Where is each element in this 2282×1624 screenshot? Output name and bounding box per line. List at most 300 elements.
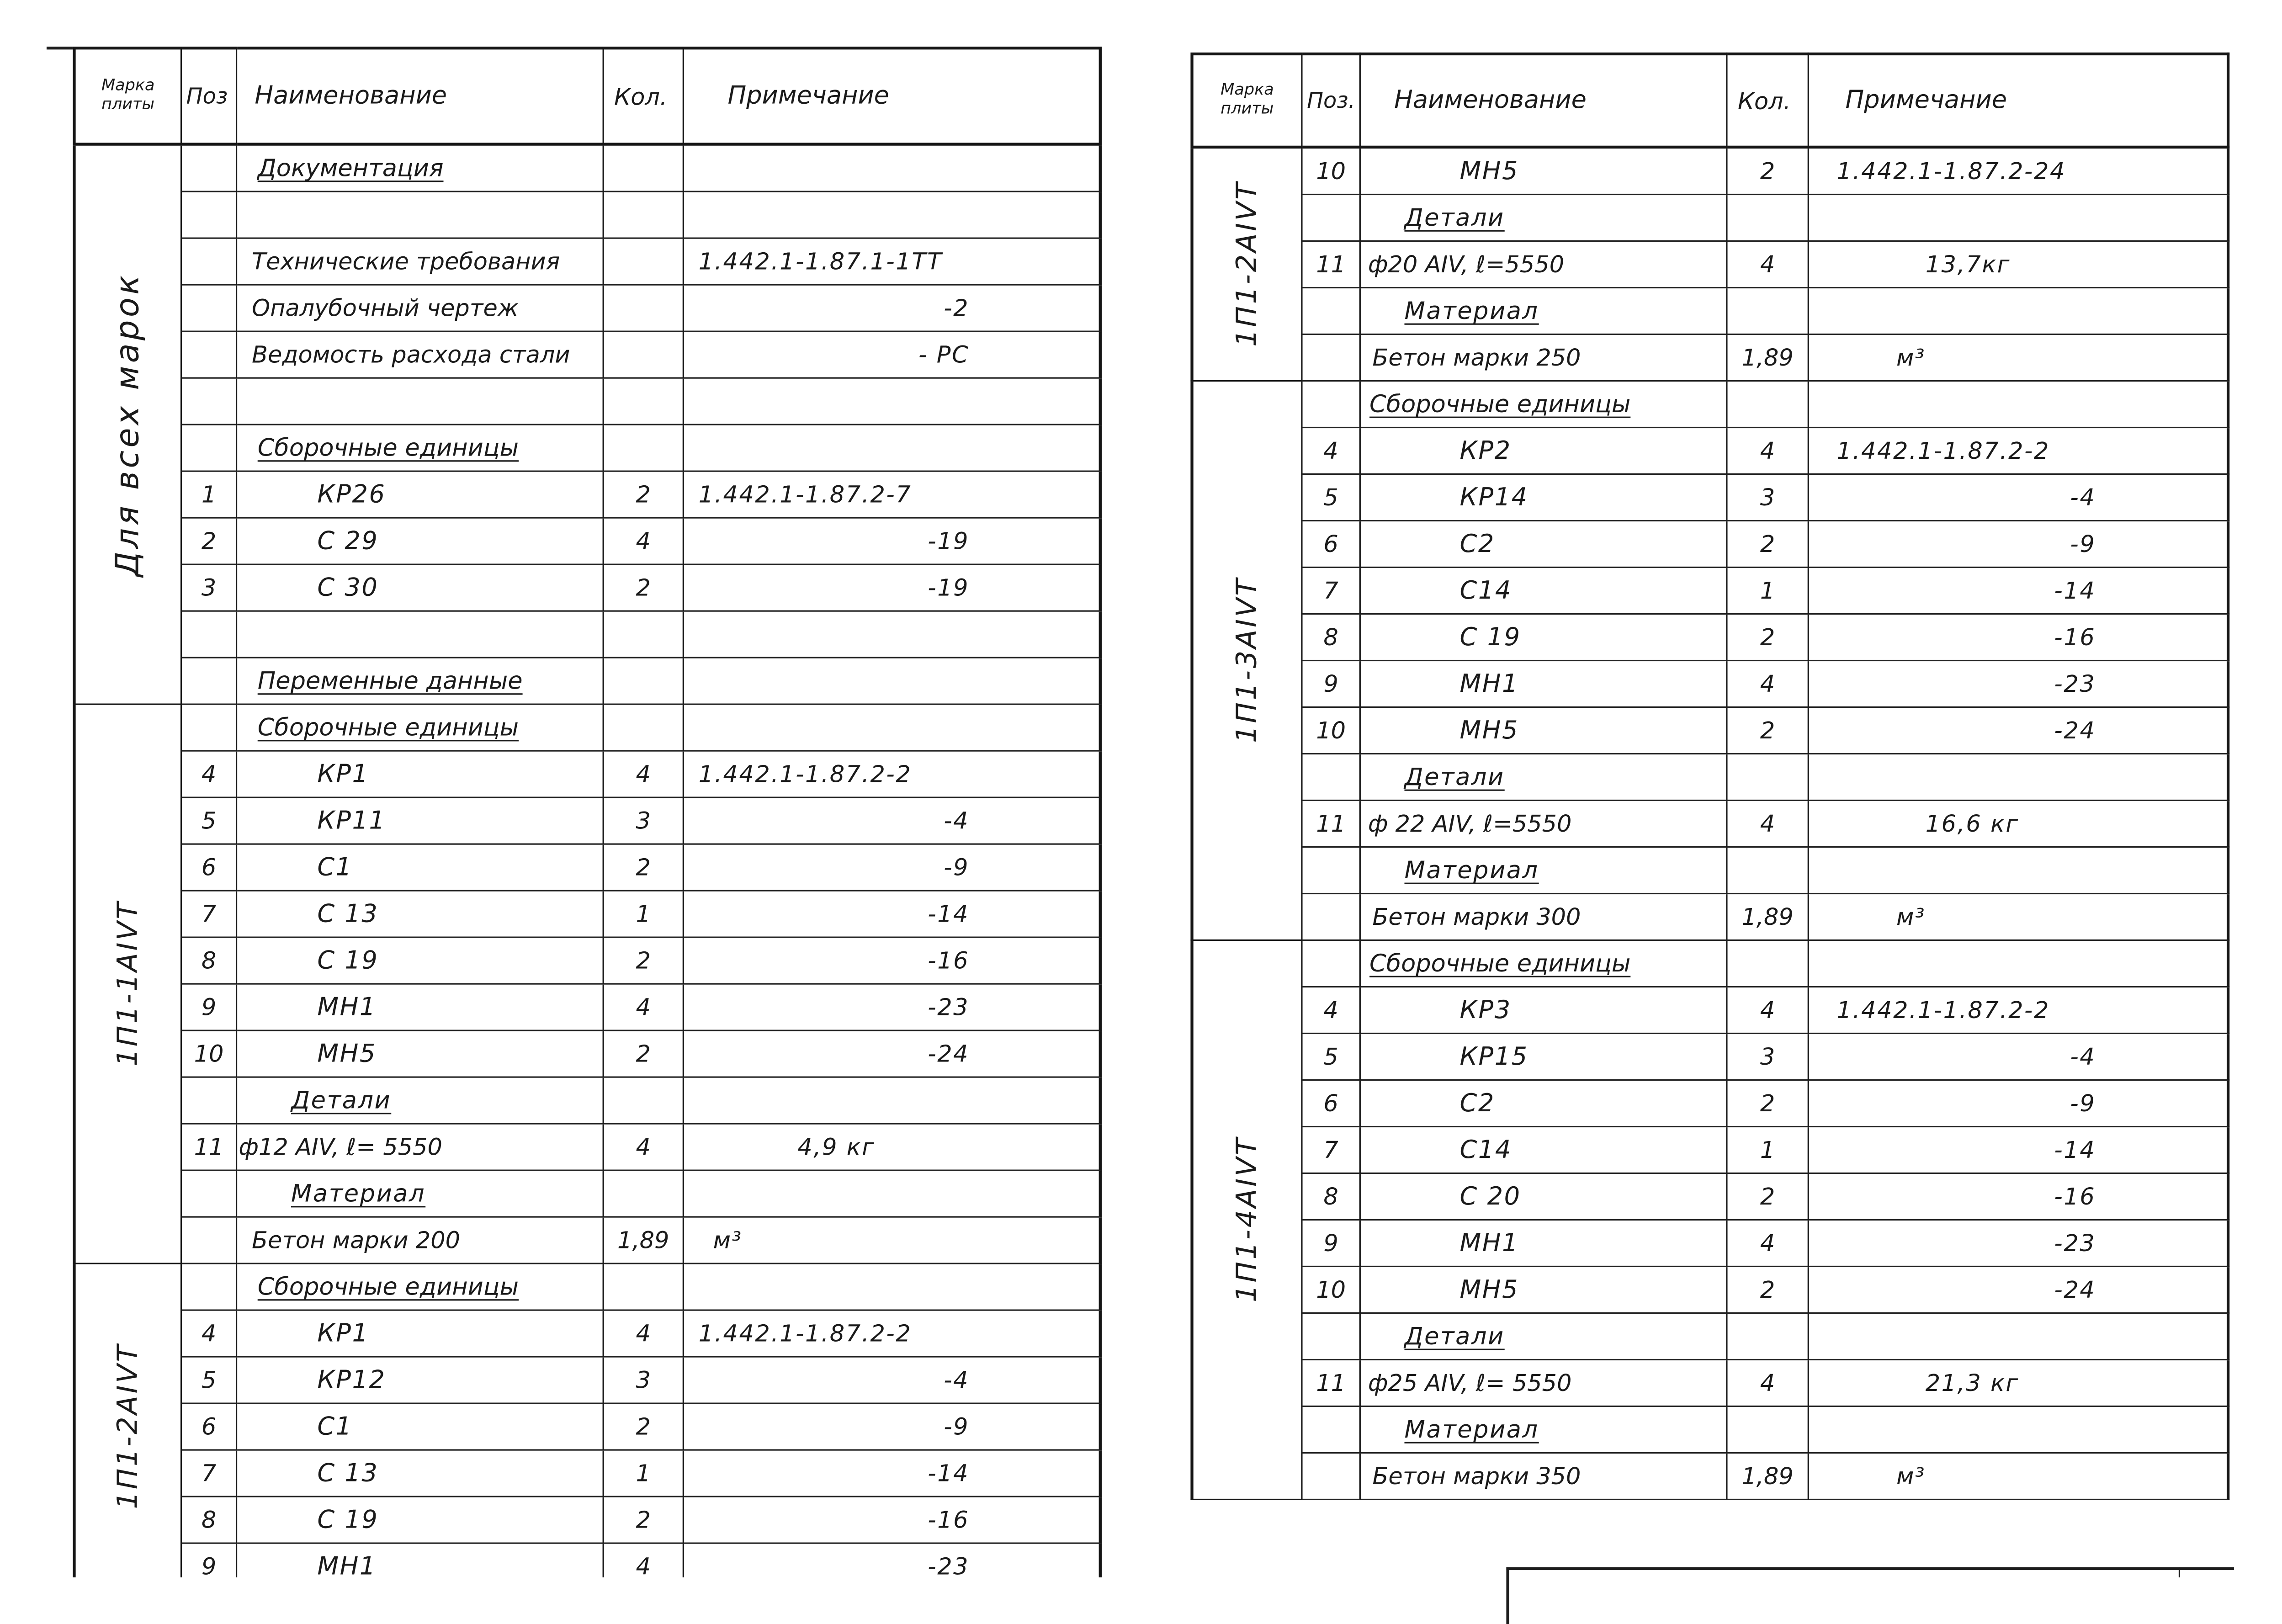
name-cell: КР26 — [237, 472, 604, 519]
pos-cell — [182, 1078, 237, 1125]
pos-cell: 7 — [1303, 1127, 1361, 1174]
note-cell: м³ — [1809, 335, 2229, 382]
name-cell: КР15 — [1361, 1034, 1728, 1081]
header-qty: Кол. — [1728, 53, 1809, 149]
qty-cell: 4 — [604, 1311, 684, 1358]
qty-cell: 1,89 — [1728, 894, 1809, 941]
name-cell: Бетон марки 350 — [1361, 1454, 1728, 1500]
name-cell: КР11 — [237, 798, 604, 845]
table-row — [182, 286, 1102, 332]
qty-cell: 2 — [1728, 521, 1809, 568]
name-cell: КР14 — [1361, 475, 1728, 521]
section-heading: Детали — [237, 1078, 604, 1125]
table-body — [1190, 149, 2229, 1500]
empty-row — [182, 379, 1102, 425]
pos-cell: 4 — [1303, 428, 1361, 475]
section-heading-row — [1303, 848, 2230, 894]
qty-cell: 1,89 — [1728, 1454, 1809, 1500]
header-mark — [73, 47, 182, 146]
name-cell: МН5 — [237, 1031, 604, 1078]
mark-cell — [73, 146, 182, 705]
section-heading-row — [182, 705, 1102, 752]
section-heading: Материал — [237, 1171, 604, 1218]
pos-cell: 7 — [182, 1451, 237, 1497]
table-row — [182, 519, 1102, 565]
qty-cell: 4 — [1728, 987, 1809, 1034]
section-heading-row — [182, 1171, 1102, 1218]
note-cell — [1809, 1407, 2229, 1454]
note-cell: -19 — [684, 519, 1102, 565]
table-row — [1303, 149, 2230, 195]
table-row — [1303, 1454, 2230, 1500]
empty-row — [182, 192, 1102, 239]
table-row — [182, 472, 1102, 519]
pos-cell — [1303, 335, 1361, 382]
pos-cell — [182, 1218, 237, 1264]
note-cell: 16,6 кг — [1809, 801, 2229, 848]
qty-cell — [1728, 941, 1809, 987]
mark-label: Для всех марок — [110, 272, 147, 577]
pos-cell — [182, 612, 237, 658]
specification-table-right — [1190, 53, 2229, 1500]
pos-cell: 5 — [1303, 475, 1361, 521]
qty-cell: 2 — [1728, 615, 1809, 661]
name-cell: С1 — [237, 845, 604, 892]
pos-cell — [182, 332, 237, 379]
name-cell: МН1 — [1361, 661, 1728, 708]
header-note: Примечание — [684, 47, 1102, 146]
section-heading: Сборочные единицы — [1361, 382, 1728, 428]
note-cell: -16 — [1809, 1174, 2229, 1221]
pos-cell: 9 — [1303, 661, 1361, 708]
pos-cell — [1303, 941, 1361, 987]
note-cell — [684, 1078, 1102, 1125]
note-cell: 1.442.1-1.87.2-2 — [684, 1311, 1102, 1358]
header-pos: Поз. — [1303, 53, 1361, 149]
note-cell: 1.442.1-1.87.2-24 — [1809, 149, 2229, 195]
section-heading-row — [1303, 754, 2230, 801]
table-row — [1303, 568, 2230, 615]
name-cell: ф 22 АIV, ℓ=5550 — [1361, 801, 1728, 848]
qty-cell: 1 — [1728, 568, 1809, 615]
section-heading-row — [1303, 941, 2230, 987]
pos-cell — [182, 1264, 237, 1311]
table-row — [182, 845, 1102, 892]
note-cell: 4,9 кг — [684, 1125, 1102, 1171]
qty-cell — [1728, 195, 1809, 242]
mark-cell — [73, 705, 182, 1264]
pos-cell — [182, 379, 237, 425]
qty-cell — [1728, 754, 1809, 801]
section-heading: Документация — [237, 146, 604, 192]
section-heading-row — [182, 1264, 1102, 1311]
note-cell: -24 — [1809, 1267, 2229, 1314]
note-cell: 1.442.1-1.87.2-2 — [1809, 428, 2229, 475]
qty-cell — [604, 705, 684, 752]
table-row — [1303, 987, 2230, 1034]
qty-cell — [604, 379, 684, 425]
name-cell: С1 — [237, 1404, 604, 1451]
table-row — [1303, 615, 2230, 661]
name-cell: С 29 — [237, 519, 604, 565]
note-cell: - РС — [684, 332, 1102, 379]
name-cell: Опалубочный чертеж — [237, 286, 604, 332]
pos-cell — [1303, 1314, 1361, 1360]
pos-cell: 9 — [1303, 1221, 1361, 1267]
title-block-top-line — [1506, 1567, 2234, 1570]
qty-cell: 2 — [1728, 708, 1809, 754]
note-cell — [1809, 1314, 2229, 1360]
note-cell — [1809, 195, 2229, 242]
pos-cell: 10 — [1303, 708, 1361, 754]
pos-cell — [182, 286, 237, 332]
mark-cell — [73, 1264, 182, 1577]
note-cell: 13,7кг — [1809, 242, 2229, 288]
name-cell: КР3 — [1361, 987, 1728, 1034]
qty-cell — [1728, 288, 1809, 335]
name-cell — [237, 612, 604, 658]
qty-cell — [1728, 382, 1809, 428]
pos-cell: 4 — [182, 1311, 237, 1358]
pos-cell: 10 — [1303, 1267, 1361, 1314]
pos-cell: 1 — [182, 472, 237, 519]
table-row — [182, 1544, 1102, 1577]
qty-cell: 2 — [1728, 1081, 1809, 1127]
name-cell — [237, 192, 604, 239]
table-row — [182, 1451, 1102, 1497]
note-cell — [684, 1264, 1102, 1311]
note-cell: -14 — [1809, 568, 2229, 615]
table-row — [1303, 1081, 2230, 1127]
name-cell: С 30 — [237, 565, 604, 612]
note-cell: -4 — [684, 798, 1102, 845]
pos-cell: 7 — [182, 892, 237, 938]
pos-cell: 7 — [1303, 568, 1361, 615]
note-cell: м³ — [1809, 1454, 2229, 1500]
table-row — [182, 1311, 1102, 1358]
qty-cell: 3 — [604, 798, 684, 845]
note-cell: -9 — [684, 1404, 1102, 1451]
name-cell: МН5 — [1361, 708, 1728, 754]
table-row — [1303, 475, 2230, 521]
qty-cell — [604, 658, 684, 705]
pos-cell: 6 — [1303, 1081, 1361, 1127]
table-row — [1303, 242, 2230, 288]
table-row — [182, 1497, 1102, 1544]
note-cell: -4 — [684, 1358, 1102, 1404]
qty-cell: 3 — [604, 1358, 684, 1404]
note-cell — [684, 192, 1102, 239]
qty-cell — [604, 1264, 684, 1311]
section-heading: Материал — [1361, 1407, 1728, 1454]
section-heading-row — [182, 658, 1102, 705]
table-row — [182, 1404, 1102, 1451]
qty-cell — [1728, 848, 1809, 894]
qty-cell: 2 — [604, 1404, 684, 1451]
qty-cell: 1,89 — [604, 1218, 684, 1264]
pos-cell: 3 — [182, 565, 237, 612]
table-row — [1303, 1174, 2230, 1221]
pos-cell: 2 — [182, 519, 237, 565]
section-heading: Материал — [1361, 288, 1728, 335]
pos-cell: 5 — [182, 798, 237, 845]
pos-cell: 8 — [1303, 615, 1361, 661]
pos-cell: 11 — [1303, 801, 1361, 848]
note-cell: -14 — [684, 1451, 1102, 1497]
pos-cell — [182, 239, 237, 286]
pos-cell: 11 — [182, 1125, 237, 1171]
pos-cell — [1303, 848, 1361, 894]
title-block-left-line — [1506, 1567, 1508, 1624]
note-cell: -14 — [684, 892, 1102, 938]
header-name: Наименование — [237, 47, 604, 146]
pos-cell: 6 — [182, 845, 237, 892]
table-row — [182, 985, 1102, 1031]
note-cell: -24 — [1809, 708, 2229, 754]
note-cell: -24 — [684, 1031, 1102, 1078]
note-cell: -23 — [1809, 1221, 2229, 1267]
qty-cell: 2 — [1728, 1267, 1809, 1314]
section-heading-row — [1303, 195, 2230, 242]
header-pos: Поз — [182, 47, 237, 146]
qty-cell: 3 — [1728, 1034, 1809, 1081]
header-note: Примечание — [1809, 53, 2229, 149]
section-heading: Сборочные единицы — [1361, 941, 1728, 987]
table-row — [182, 239, 1102, 286]
mark-label: 1П1-4АIVТ — [1231, 1136, 1263, 1303]
name-cell: КР1 — [237, 752, 604, 798]
name-cell: Бетон марки 300 — [1361, 894, 1728, 941]
note-cell: 1.442.1-1.87.1-1ТТ — [684, 239, 1102, 286]
pos-cell: 4 — [1303, 987, 1361, 1034]
table-row — [182, 798, 1102, 845]
header-qty: Кол. — [604, 47, 684, 146]
table-row — [182, 1031, 1102, 1078]
pos-cell — [182, 192, 237, 239]
qty-cell: 1 — [1728, 1127, 1809, 1174]
note-cell: -4 — [1809, 475, 2229, 521]
table-header — [1190, 53, 2229, 149]
frame-line-top-left — [47, 47, 73, 49]
mark-cell — [1190, 941, 1302, 1500]
name-cell: С 19 — [1361, 615, 1728, 661]
note-cell: -16 — [684, 938, 1102, 985]
note-cell: -9 — [1809, 1081, 2229, 1127]
pos-cell: 8 — [1303, 1174, 1361, 1221]
note-cell: 1.442.1-1.87.2-2 — [684, 752, 1102, 798]
mark-label: 1П1-2АIVТ — [112, 1343, 144, 1510]
pos-cell: 5 — [1303, 1034, 1361, 1081]
pos-cell: 9 — [182, 1544, 237, 1577]
pos-cell — [1303, 894, 1361, 941]
note-cell — [1809, 848, 2229, 894]
name-cell: КР12 — [237, 1358, 604, 1404]
table-row — [182, 332, 1102, 379]
pos-cell: 6 — [1303, 521, 1361, 568]
qty-cell: 2 — [604, 472, 684, 519]
mark-label: 1П1-2АIVТ — [1231, 181, 1263, 348]
table-row — [182, 892, 1102, 938]
qty-cell — [604, 239, 684, 286]
table-row — [1303, 1221, 2230, 1267]
header-mark — [1190, 53, 1302, 149]
note-cell — [684, 425, 1102, 472]
pos-cell: 6 — [182, 1404, 237, 1451]
qty-cell: 2 — [604, 938, 684, 985]
name-cell: МН1 — [1361, 1221, 1728, 1267]
table-row — [182, 1218, 1102, 1264]
title-block-tick — [2179, 1567, 2181, 1577]
note-cell — [684, 146, 1102, 192]
qty-cell: 1,89 — [1728, 335, 1809, 382]
header-name: Наименование — [1361, 53, 1728, 149]
qty-cell — [604, 332, 684, 379]
note-cell: -23 — [1809, 661, 2229, 708]
qty-cell: 2 — [1728, 149, 1809, 195]
section-heading: Детали — [1361, 1314, 1728, 1360]
name-cell: Технические требования — [237, 239, 604, 286]
name-cell: С 19 — [237, 1497, 604, 1544]
note-cell: 1.442.1-1.87.2-7 — [684, 472, 1102, 519]
pos-cell: 8 — [182, 1497, 237, 1544]
note-cell — [684, 1171, 1102, 1218]
qty-cell: 4 — [1728, 661, 1809, 708]
name-cell: Бетон марки 200 — [237, 1218, 604, 1264]
section-heading: Детали — [1361, 195, 1728, 242]
note-cell — [684, 658, 1102, 705]
note-cell — [1809, 754, 2229, 801]
qty-cell — [604, 1171, 684, 1218]
qty-cell: 4 — [604, 1544, 684, 1577]
pos-cell: 4 — [182, 752, 237, 798]
pos-cell — [1303, 195, 1361, 242]
qty-cell: 4 — [1728, 1360, 1809, 1407]
pos-cell — [1303, 1454, 1361, 1500]
table-row — [182, 752, 1102, 798]
name-cell — [237, 379, 604, 425]
qty-cell — [604, 146, 684, 192]
pos-cell: 8 — [182, 938, 237, 985]
table-row — [1303, 894, 2230, 941]
qty-cell: 2 — [604, 565, 684, 612]
note-cell: -19 — [684, 565, 1102, 612]
qty-cell: 4 — [1728, 428, 1809, 475]
pos-cell — [182, 658, 237, 705]
table-row — [1303, 1127, 2230, 1174]
qty-cell — [1728, 1407, 1809, 1454]
note-cell: м³ — [1809, 894, 2229, 941]
name-cell: С 19 — [237, 938, 604, 985]
qty-cell: 4 — [1728, 1221, 1809, 1267]
pos-cell: 11 — [1303, 1360, 1361, 1407]
qty-cell: 4 — [604, 985, 684, 1031]
qty-cell: 4 — [604, 519, 684, 565]
pos-cell — [1303, 382, 1361, 428]
table-row — [1303, 335, 2230, 382]
note-cell: 1.442.1-1.87.2-2 — [1809, 987, 2229, 1034]
name-cell: КР1 — [237, 1311, 604, 1358]
name-cell: С 13 — [237, 1451, 604, 1497]
pos-cell — [1303, 1407, 1361, 1454]
note-cell: -4 — [1809, 1034, 2229, 1081]
mark-label: 1П1-1АIVТ — [112, 901, 144, 1067]
note-cell — [684, 705, 1102, 752]
name-cell: С14 — [1361, 1127, 1728, 1174]
qty-cell — [604, 1078, 684, 1125]
section-heading-row — [1303, 288, 2230, 335]
empty-row — [182, 612, 1102, 658]
note-cell: -9 — [684, 845, 1102, 892]
pos-cell — [1303, 754, 1361, 801]
pos-cell — [182, 705, 237, 752]
section-heading: Сборочные единицы — [237, 705, 604, 752]
note-cell: 21,3 кг — [1809, 1360, 2229, 1407]
note-cell: -9 — [1809, 521, 2229, 568]
section-heading: Материал — [1361, 848, 1728, 894]
qty-cell — [604, 286, 684, 332]
table-row — [182, 1358, 1102, 1404]
section-heading-row — [182, 146, 1102, 192]
section-heading: Сборочные единицы — [237, 425, 604, 472]
name-cell: ф20 АIV, ℓ=5550 — [1361, 242, 1728, 288]
note-cell: -14 — [1809, 1127, 2229, 1174]
name-cell: МН5 — [1361, 1267, 1728, 1314]
qty-cell — [604, 612, 684, 658]
note-cell — [1809, 382, 2229, 428]
table-row — [1303, 801, 2230, 848]
name-cell: С 13 — [237, 892, 604, 938]
name-cell: МН1 — [237, 985, 604, 1031]
header-mark-label: Марка плиты — [1221, 80, 1274, 118]
note-cell — [1809, 288, 2229, 335]
note-cell: -16 — [1809, 615, 2229, 661]
header-mark-label: Марка плиты — [101, 76, 155, 114]
name-cell: С 20 — [1361, 1174, 1728, 1221]
mark-cell — [1190, 382, 1302, 941]
name-cell: С14 — [1361, 568, 1728, 615]
pos-cell — [182, 146, 237, 192]
note-cell — [684, 379, 1102, 425]
table-row — [1303, 521, 2230, 568]
qty-cell: 1 — [604, 1451, 684, 1497]
note-cell — [684, 612, 1102, 658]
pos-cell: 5 — [182, 1358, 237, 1404]
qty-cell: 4 — [1728, 801, 1809, 848]
note-cell: -16 — [684, 1497, 1102, 1544]
table-row — [182, 565, 1102, 612]
table-row — [182, 1125, 1102, 1171]
qty-cell: 4 — [1728, 242, 1809, 288]
name-cell: ф12 АIV, ℓ= 5550 — [237, 1125, 604, 1171]
section-heading-row — [1303, 382, 2230, 428]
specification-table-left — [73, 47, 1102, 1577]
table-row — [1303, 428, 2230, 475]
name-cell: ф25 АIV, ℓ= 5550 — [1361, 1360, 1728, 1407]
table-row — [182, 938, 1102, 985]
qty-cell: 4 — [604, 1125, 684, 1171]
section-heading-row — [1303, 1407, 2230, 1454]
name-cell: Ведомость расхода стали — [237, 332, 604, 379]
table-row — [1303, 1267, 2230, 1314]
qty-cell — [604, 192, 684, 239]
name-cell: КР2 — [1361, 428, 1728, 475]
table-body — [73, 146, 1102, 1577]
qty-cell: 2 — [604, 845, 684, 892]
name-cell: Бетон марки 250 — [1361, 335, 1728, 382]
section-heading: Детали — [1361, 754, 1728, 801]
qty-cell — [604, 425, 684, 472]
mark-label: 1П1-3АIVТ — [1231, 577, 1263, 744]
